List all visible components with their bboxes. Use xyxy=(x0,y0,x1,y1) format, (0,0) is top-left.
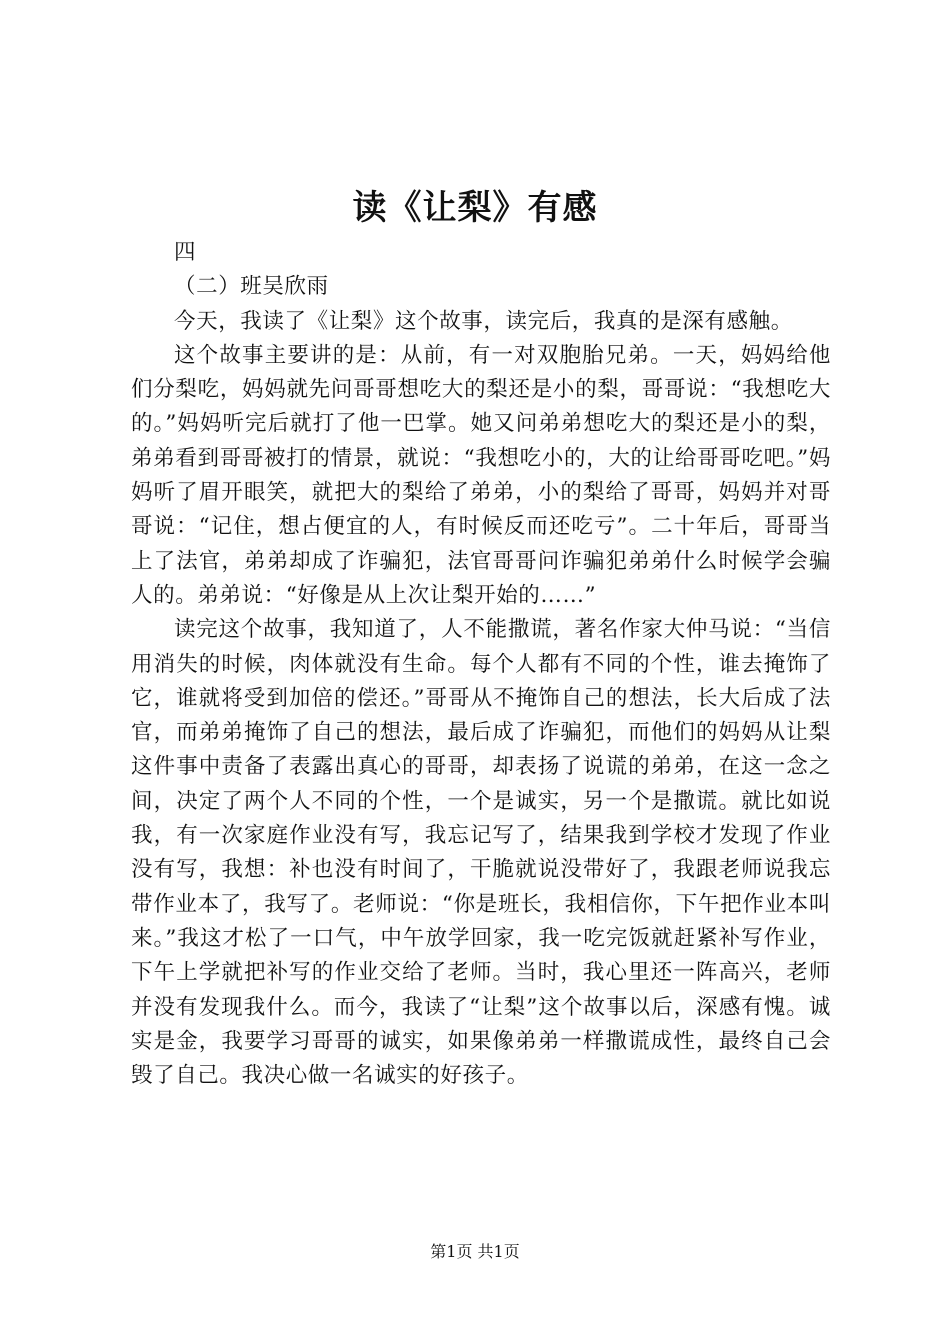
document-title: 读《让梨》有感 xyxy=(352,188,598,228)
paragraph: 这个故事主要讲的是：从前，有一对双胞胎兄弟。一天，妈妈给他们分梨吃，妈妈就先问哥哥想吃大的梨还是小的梨，哥哥说：“我想吃大的。”妈妈听完后就打了他一巴掌。她又问弟弟想吃大的梨还是小的梨，弟弟看到哥哥被打的情景，就说：“我想吃小的，大的让给哥哥吃吧。”妈妈听了眉开眼笑，就把大的梨给了弟弟，小的梨给了哥哥，妈妈并对哥哥说：“记住，想占便宜的人，有时候反而还吃亏”。二十年后，哥哥当上了法官，弟弟却成了诈骗犯，法官哥哥问诈骗犯弟弟什么时候学会骗人的。弟弟说：“好像是从上次让梨开始的……” xyxy=(131,342,831,608)
grade-line: 四 xyxy=(174,240,197,265)
author-line: （二）班吴欣雨 xyxy=(174,274,329,300)
paragraph: 今天，我读了《让梨》这个故事，读完后，我真的是深有感触。 xyxy=(174,308,793,334)
document-body xyxy=(131,236,831,1093)
paragraph: 读完这个故事，我知道了，人不能撒谎，著名作家大仲马说：“当信用消失的时候，肉体就没有生命。每个人都有不同的个性，谁去掩饰了它，谁就将受到加倍的偿还。”哥哥从不掩饰自己的想法，长大后成了法官，而弟弟掩饰了自己的想法，最后成了诈骗犯，而他们的妈妈从让梨这件事中责备了表露出真心的哥哥，却表扬了说谎的弟弟，在这一念之间，决定了两个人不同的个性，一个是诚实，另一个是撒谎。就比如说我，有一次家庭作业没有写，我忘记写了，结果我到学校才发现了作业没有写，我想：补也没有时间了，干脆就说没带好了，我跟老师说我忘带作业本了，我写了。老师说：“你是班长，我相信你，下午把作业本叫来。”我这才松了一口气，中午放学回家，我一吃完饭就赶紧补写作业，下午上学就把补写的作业交给了老师。当时，我心里还一阵高兴，老师并没有发现我什么。而今，我读了“让梨”这个故事以后，深感有愧。诚实是金，我要学习哥哥的诚实，如果像弟弟一样撒谎成性，最终自己会毁了自己。我决心做一名诚实的好孩子。 xyxy=(131,617,831,1089)
page-footer: 第1页 共1页 xyxy=(430,1242,520,1261)
